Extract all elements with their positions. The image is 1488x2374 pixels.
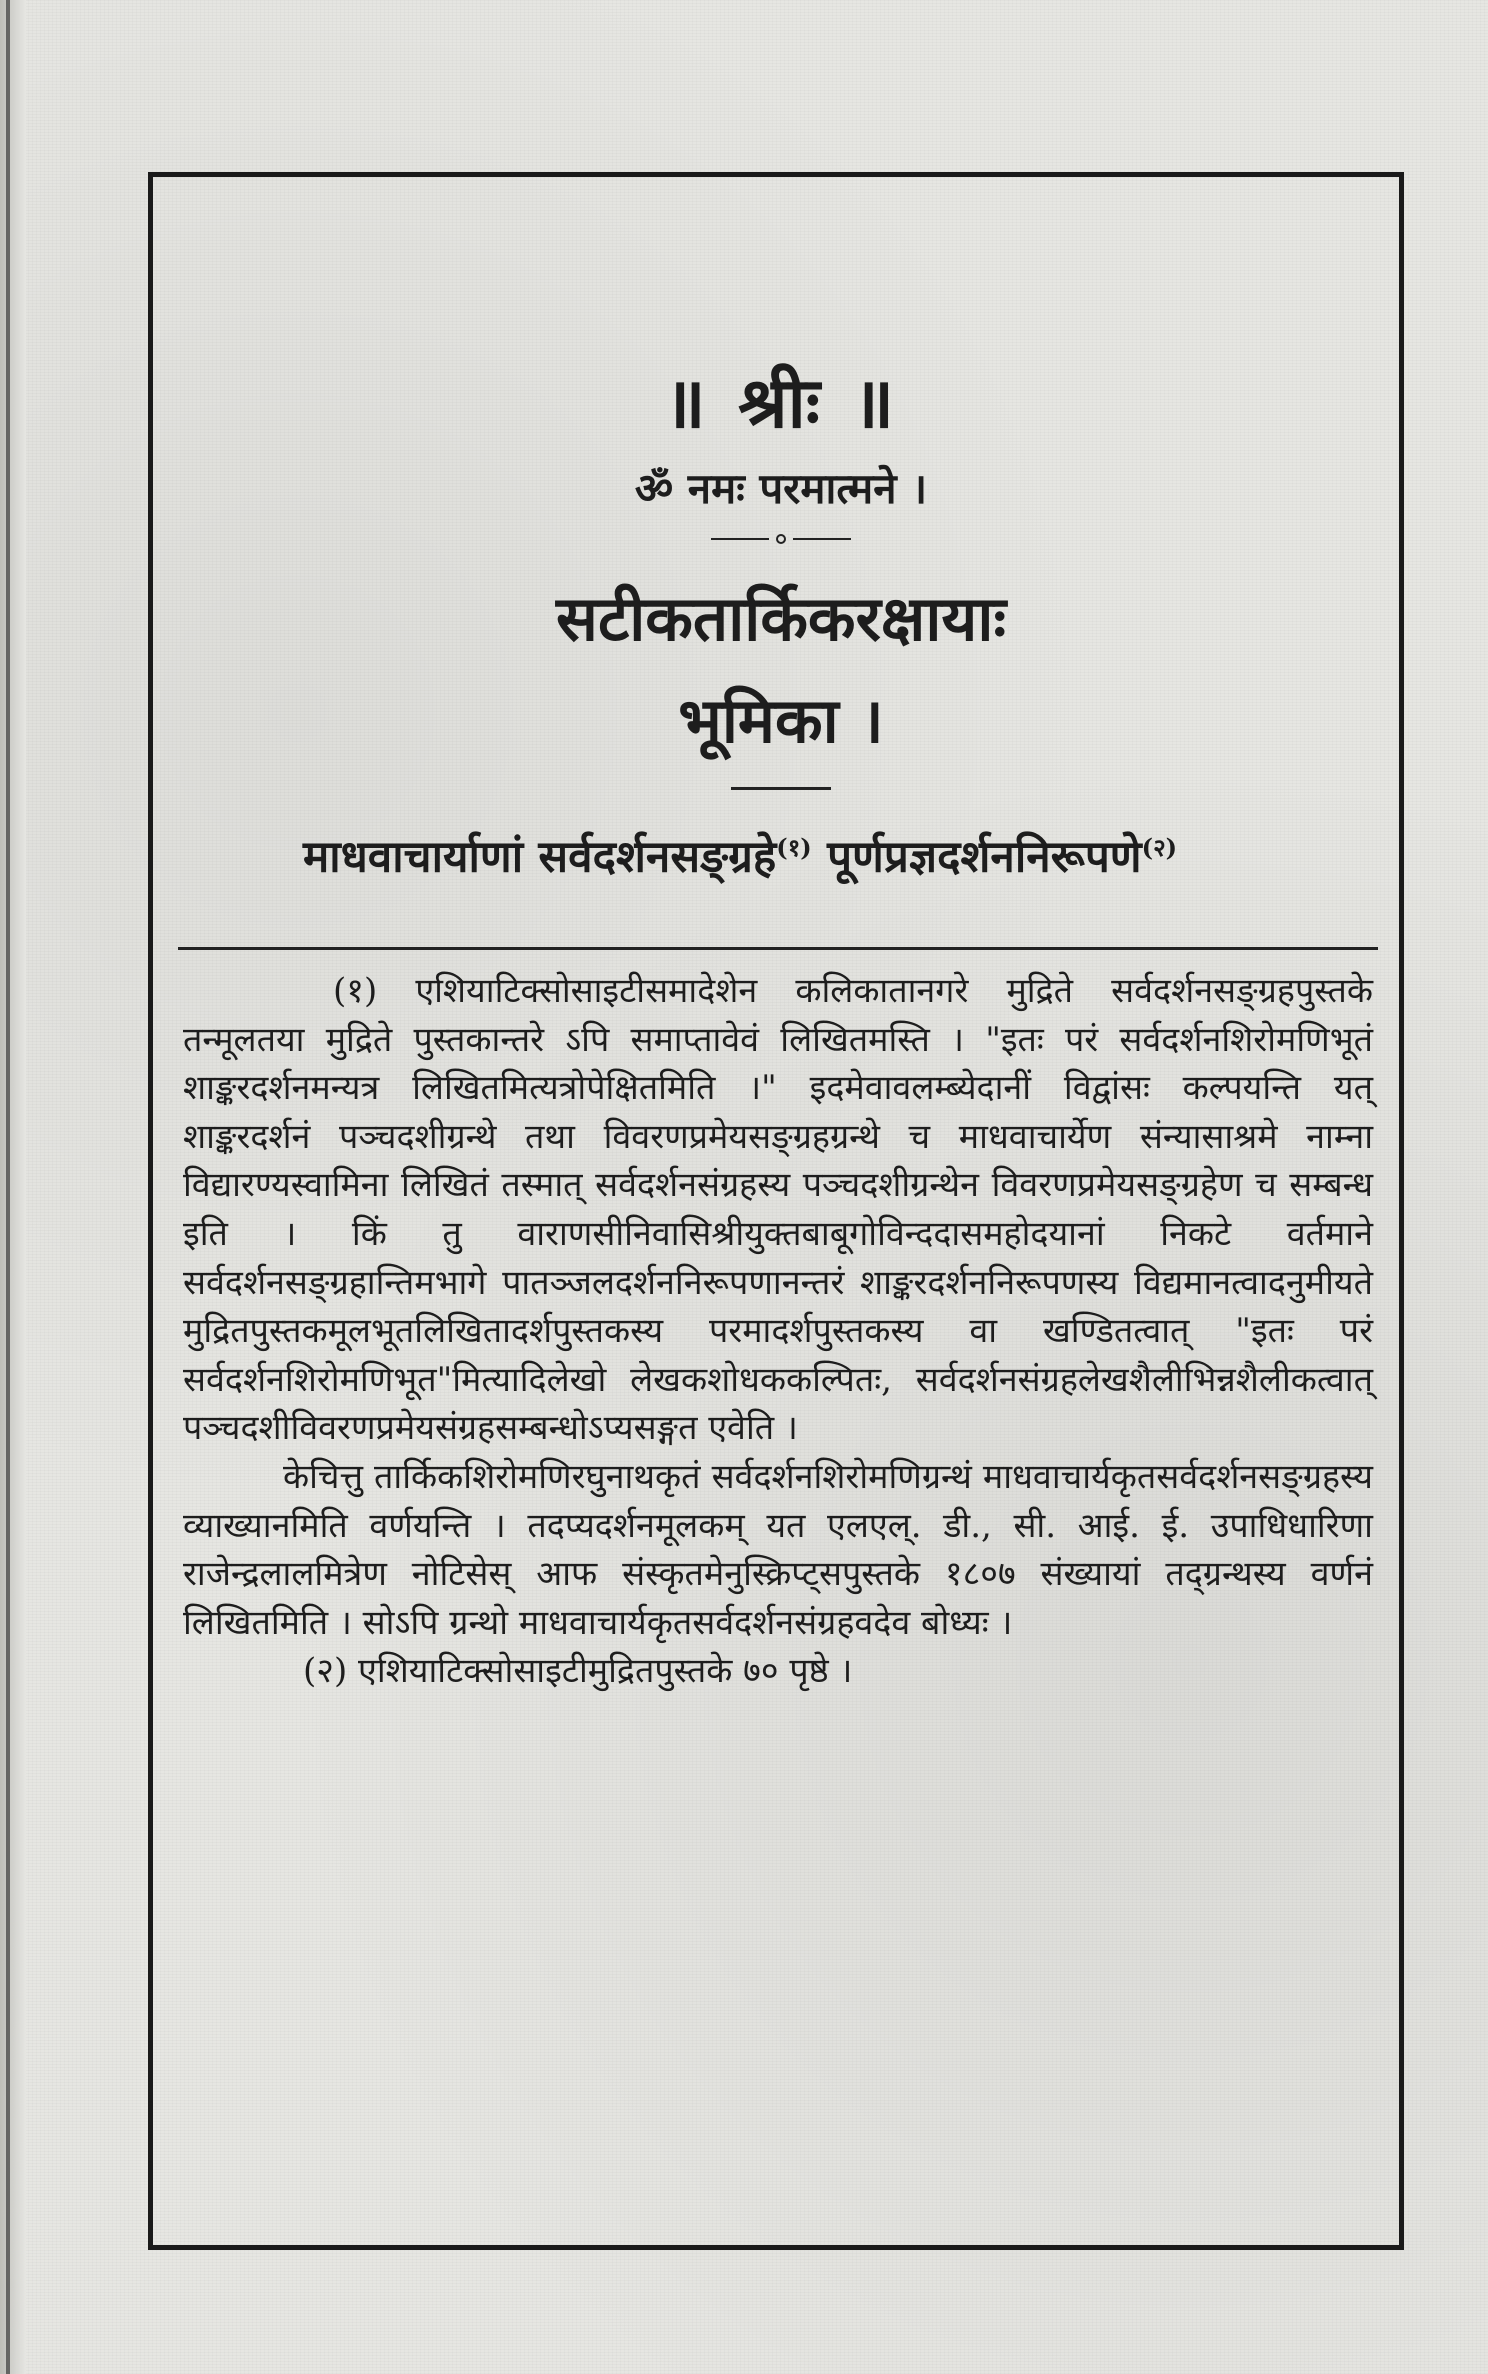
- footnote-marker-1[interactable]: (१): [776, 833, 812, 862]
- shri-heading: ॥ श्रीः ॥: [663, 361, 899, 444]
- footnote-1: (१) एशियाटिक्सोसाइटीसमादेशेन कलिकातानगरे मुद्रिते सर्वदर्शनसङ्ग्रहपुस्तके तन्मूलतया मुद्रिते पुस्तकान्तरे ऽपि समाप्तावेवं लिखितमस्ति । "इतः परं सर्वदर्शनशिरोमणिभूतं शाङ्करदर्शनमन्यत्र लिखितमित्यत्रोपेक्षितमिति ।" इदमेवावलम्ब्येदानीं विद्वांसः कल्पयन्ति यत् शाङ्करदर्शनं पञ्चदशीग्रन्थे तथा विवरणप्रमेयसङ्ग्रहग्रन्थे च माधवाचार्येण संन्यासाश्रमे नाम्ना विद्यारण्यस्वामिना लिखितं तस्मात् सर्वदर्शनसंग्रहस्य पञ्चदशीग्रन्थेन विवरणप्रमेयसङ्ग्रहेण च सम्बन्ध इति । किं तु वाराणसीनिवासिश्रीयुक्तबाबूगोविन्ददासमहोदयानां निकटे वर्तमाने सर्वदर्शनसङ्ग्रहान्तिमभागे पातञ्जलदर्शननिरूपणानन्तरं शाङ्करदर्शननिरूपणस्य विद्यमानत्वादनुमीयते मुद्रितपुस्तकमूलभूतलिखितादर्शपुस्तकस्य परमादर्शपुस्तकस्य वा खण्डितत्वात् "इतः परं सर्वदर्शनशिरोमणिभूत"मित्यादिलेखो लेखकशोधककल्पितः, सर्वदर्शनसंग्रहलेखशैलीभिन्नशैलीकत्वात् पञ्चदशीविवरणप्रमेयसंग्रहसम्बन्धोऽप्यसङ्गत एवेति ।: [183, 971, 1373, 1449]
- footnote-1-continued: केचित्तु तार्किकशिरोमणिरघुनाथकृतं सर्वदर्शनशिरोमणिग्रन्थं माधवाचार्यकृतसर्वदर्शनसङ्ग्रहस्य व्याख्यानमिति वर्णयन्ति । तदप्यदर्शनमूलकम् यत एलएल्. डी., सी. आई. ई. उपाधिधारिणा राजेन्द्रलालमित्रेण नोटिसेस् आफ संस्कृतमेनुस्क्रिप्ट्सपुस्तके १८०७ संख्यायां तद्ग्रन्थस्य वर्णनं लिखितमिति । सोऽपि ग्रन्थो माधवाचार्यकृतसर्वदर्शनसंग्रहवदेव बोध्यः ।: [183, 1456, 1373, 1643]
- short-divider: [731, 787, 831, 790]
- binding-edge: [6, 0, 10, 2374]
- intro-text: माधवाचार्याणां सर्वदर्शनसङ्ग्रहे: [303, 831, 777, 883]
- page-gutter: [0, 0, 26, 2374]
- invocation-line: ॐ नमः परमात्मने ।: [634, 464, 928, 513]
- footnote-divider: [178, 947, 1378, 950]
- title-sub: भूमिका ।: [678, 684, 884, 757]
- footnote-2: (२) एशियाटिक्सोसाइटीमुद्रितपुस्तके ७० पृष्ठे ।: [303, 1651, 853, 1692]
- intro-text-2: पूर्णप्रज्ञदर्शननिरूपणे: [811, 831, 1142, 883]
- intro-paragraph: [183, 817, 1373, 889]
- ornament-divider: [711, 532, 851, 546]
- page-border-frame: [148, 172, 1404, 2250]
- footnotes-block: [183, 967, 1373, 1696]
- footnote-marker-2[interactable]: (२): [1141, 833, 1178, 862]
- title-main: सटीकतार्किकरक्षायाः: [556, 582, 1006, 655]
